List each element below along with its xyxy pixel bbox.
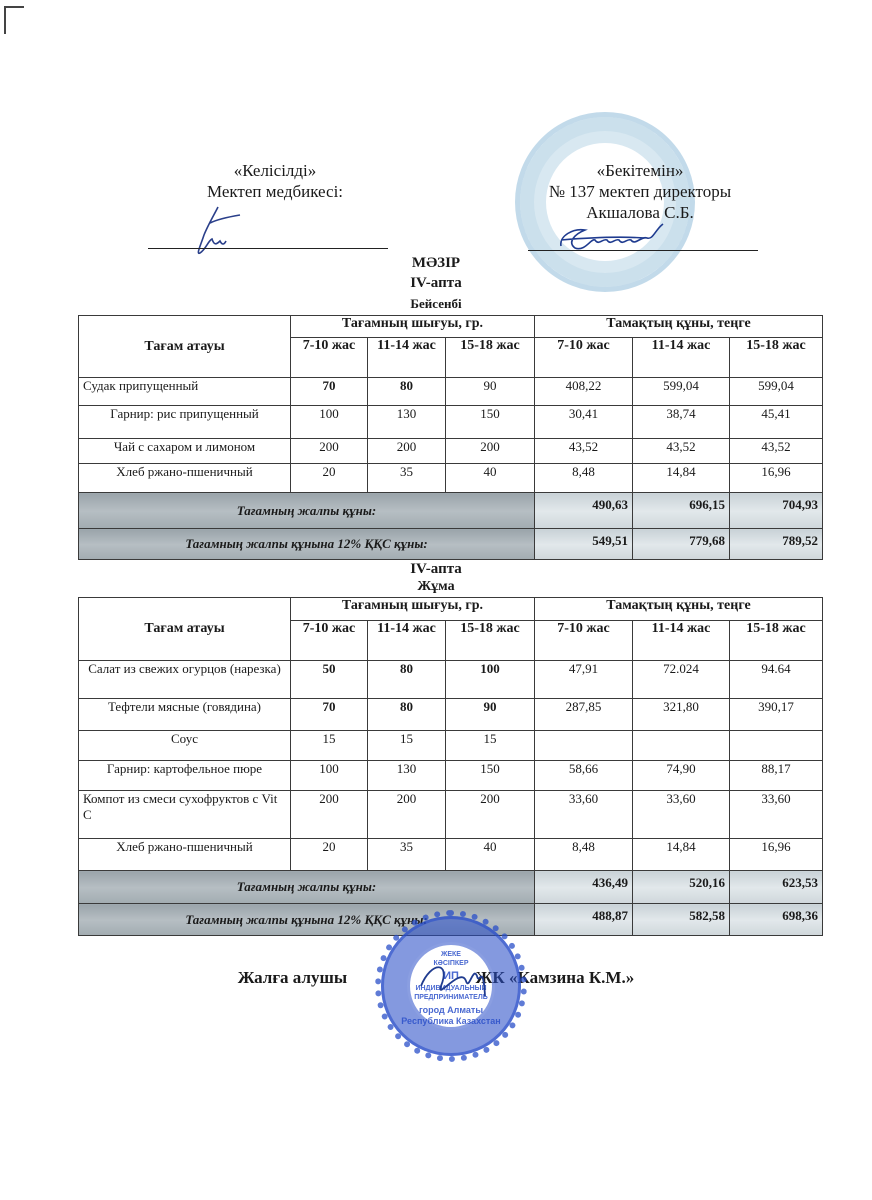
cost-cell: 33,60 xyxy=(633,791,730,839)
cost-cell: 16,96 xyxy=(730,464,823,493)
yield-cell: 150 xyxy=(446,761,535,791)
table-row xyxy=(79,699,823,731)
yield-cell: 70 xyxy=(291,699,368,731)
yield-cell: 20 xyxy=(291,839,368,871)
cost-cell xyxy=(730,731,823,761)
director-signature-line xyxy=(528,250,758,251)
yield-cell: 100 xyxy=(291,761,368,791)
stamp-text: ИП xyxy=(443,970,459,982)
menu-title: МӘЗІР xyxy=(411,255,461,271)
table-row xyxy=(79,839,823,871)
vat-total-cell: 488,87 xyxy=(535,904,633,936)
table-row xyxy=(79,464,823,493)
table-row xyxy=(79,406,823,439)
cost-cell: 14,84 xyxy=(633,464,730,493)
yield-cell: 90 xyxy=(446,699,535,731)
yield-cell: 80 xyxy=(368,699,446,731)
dish-name: Гарнир: картофельное пюре xyxy=(79,761,291,791)
yield-cell: 20 xyxy=(291,464,368,493)
cost-cell: 45,41 xyxy=(730,406,823,439)
scan-corner-mark xyxy=(4,6,24,34)
cost-cell: 14,84 xyxy=(633,839,730,871)
cost-cell: 321,80 xyxy=(633,699,730,731)
header-yield-age: 7-10 жас xyxy=(291,338,368,378)
lessee-label: Жалға алушы xyxy=(237,968,348,987)
dish-name: Хлеб ржано-пшеничный xyxy=(79,464,291,493)
week-label: IV-апта xyxy=(410,275,462,291)
vat-total-row xyxy=(79,529,823,560)
cost-cell: 43,52 xyxy=(730,439,823,464)
approval-right-role: № 137 мектеп директоры xyxy=(548,182,732,201)
yield-cell: 200 xyxy=(446,439,535,464)
header-cost-age: 7-10 жас xyxy=(535,621,633,661)
yield-cell: 35 xyxy=(368,464,446,493)
stamp-text: город Алматы xyxy=(418,1005,484,1015)
total-cell: 704,93 xyxy=(730,493,823,529)
header-yield-age: 11-14 жас xyxy=(368,338,446,378)
total-cell: 696,15 xyxy=(633,493,730,529)
yield-cell: 80 xyxy=(368,378,446,406)
header-yield-age: 15-18 жас xyxy=(446,621,535,661)
approval-left-title: «Келісілді» xyxy=(233,161,317,180)
cost-cell: 16,96 xyxy=(730,839,823,871)
vat-total-cell: 549,51 xyxy=(535,529,633,560)
vat-total-cell: 698,36 xyxy=(730,904,823,936)
total-cell: 623,53 xyxy=(730,871,823,904)
cost-cell: 30,41 xyxy=(535,406,633,439)
dish-name: Чай с сахаром и лимоном xyxy=(79,439,291,464)
header-yield-age: 7-10 жас xyxy=(291,621,368,661)
cost-cell: 599,04 xyxy=(730,378,823,406)
cost-cell: 33,60 xyxy=(730,791,823,839)
cost-cell: 408,22 xyxy=(535,378,633,406)
cost-cell: 599,04 xyxy=(633,378,730,406)
cost-cell: 43,52 xyxy=(633,439,730,464)
vat-total-cell: 779,68 xyxy=(633,529,730,560)
total-label: Тағамның жалпы құны: xyxy=(79,871,535,904)
ip-stamp-icon xyxy=(375,910,527,1062)
yield-cell: 130 xyxy=(368,761,446,791)
total-row xyxy=(79,493,823,529)
cost-cell: 58,66 xyxy=(535,761,633,791)
dish-name: Соус xyxy=(79,731,291,761)
vat-total-label: Тағамның жалпы құнына 12% ҚҚС құны: xyxy=(79,529,535,560)
total-cell: 490,63 xyxy=(535,493,633,529)
yield-cell: 130 xyxy=(368,406,446,439)
yield-cell: 80 xyxy=(368,661,446,699)
stamp-text: ИНДИВИДУАЛЬНЫЙ xyxy=(415,985,487,992)
approval-left xyxy=(150,160,400,202)
vat-total-cell: 582,58 xyxy=(633,904,730,936)
total-cell: 520,16 xyxy=(633,871,730,904)
table-row xyxy=(79,661,823,699)
nurse-signature-icon xyxy=(190,205,250,260)
yield-cell: 40 xyxy=(446,464,535,493)
menu-table-friday xyxy=(78,597,823,936)
cost-cell: 74,90 xyxy=(633,761,730,791)
menu-table-thursday xyxy=(78,315,823,560)
header-yield-age: 11-14 жас xyxy=(368,621,446,661)
header-cost-age: 15-18 жас xyxy=(730,338,823,378)
yield-cell: 15 xyxy=(368,731,446,761)
stamp-text: ПРЕДПРИНИМАТЕЛЬ xyxy=(414,994,488,1001)
stamp-text: КӘСІПКЕР xyxy=(433,960,469,967)
cost-cell: 390,17 xyxy=(730,699,823,731)
cost-cell: 8,48 xyxy=(535,464,633,493)
table-row xyxy=(79,761,823,791)
day-label-friday: Жұма xyxy=(417,579,455,594)
yield-cell: 15 xyxy=(291,731,368,761)
dish-name: Гарнир: рис припущенный xyxy=(79,406,291,439)
table-row xyxy=(79,731,823,761)
lessee-signature-icon xyxy=(411,956,491,1006)
yield-cell: 150 xyxy=(446,406,535,439)
yield-cell: 200 xyxy=(446,791,535,839)
cost-cell: 88,17 xyxy=(730,761,823,791)
dish-name: Хлеб ржано-пшеничный xyxy=(79,839,291,871)
yield-cell: 15 xyxy=(446,731,535,761)
yield-cell: 100 xyxy=(446,661,535,699)
stamp-text: Республика Казахстан xyxy=(401,1016,501,1026)
total-label: Тағамның жалпы құны: xyxy=(79,493,535,529)
header-yield-group: Тағамның шығуы, гр. xyxy=(291,598,535,621)
header-cost-group: Тамақтың құны, теңге xyxy=(535,316,823,338)
yield-cell: 200 xyxy=(368,791,446,839)
header-cost-age: 11-14 жас xyxy=(633,338,730,378)
yield-cell: 40 xyxy=(446,839,535,871)
header-cost-age: 15-18 жас xyxy=(730,621,823,661)
total-row xyxy=(79,871,823,904)
header-cost-age: 11-14 жас xyxy=(633,621,730,661)
lessee-name: ЖК «Камзина К.М.» xyxy=(475,968,635,987)
approval-left-role: Мектеп медбикесі: xyxy=(206,182,344,201)
cost-cell xyxy=(535,731,633,761)
stamp-text: ЖЕКЕ xyxy=(441,951,461,958)
cost-cell: 94.64 xyxy=(730,661,823,699)
header-cost-group: Тамақтың құны, теңге xyxy=(535,598,823,621)
approval-right-title: «Бекітемін» xyxy=(596,161,684,180)
vat-total-label: Тағамның жалпы құнына 12% ҚҚС құны: xyxy=(79,904,535,936)
cost-cell: 38,74 xyxy=(633,406,730,439)
day-label-thursday: Бейсенбі xyxy=(410,296,462,311)
yield-cell: 90 xyxy=(446,378,535,406)
header-dish-name: Тағам атауы xyxy=(79,598,291,661)
header-cost-age: 7-10 жас xyxy=(535,338,633,378)
vat-total-cell: 789,52 xyxy=(730,529,823,560)
director-signature-icon xyxy=(555,218,695,258)
cost-cell: 72.024 xyxy=(633,661,730,699)
cost-cell: 287,85 xyxy=(535,699,633,731)
table-row xyxy=(79,378,823,406)
cost-cell xyxy=(633,731,730,761)
cost-cell: 8,48 xyxy=(535,839,633,871)
week-label-2: IV-апта xyxy=(410,561,462,577)
cost-cell: 47,91 xyxy=(535,661,633,699)
dish-name: Тефтели мясные (говядина) xyxy=(79,699,291,731)
yield-cell: 200 xyxy=(291,439,368,464)
dish-name: Компот из смеси сухофруктов с Vit C xyxy=(79,791,291,839)
yield-cell: 200 xyxy=(291,791,368,839)
header-dish-name: Тағам атауы xyxy=(79,316,291,378)
total-cell: 436,49 xyxy=(535,871,633,904)
nurse-signature-line xyxy=(148,248,388,249)
yield-cell: 200 xyxy=(368,439,446,464)
yield-cell: 70 xyxy=(291,378,368,406)
cost-cell: 33,60 xyxy=(535,791,633,839)
yield-cell: 35 xyxy=(368,839,446,871)
approval-right-name: Акшалова С.Б. xyxy=(586,203,694,222)
dish-name: Салат из свежих огурцов (нарезка) xyxy=(79,661,291,699)
header-yield-group: Тағамның шығуы, гр. xyxy=(291,316,535,338)
header-yield-age: 15-18 жас xyxy=(446,338,535,378)
dish-name: Судак припущенный xyxy=(79,378,291,406)
yield-cell: 50 xyxy=(291,661,368,699)
approval-right xyxy=(520,160,760,223)
table-row xyxy=(79,791,823,839)
cost-cell: 43,52 xyxy=(535,439,633,464)
table-row xyxy=(79,439,823,464)
yield-cell: 100 xyxy=(291,406,368,439)
